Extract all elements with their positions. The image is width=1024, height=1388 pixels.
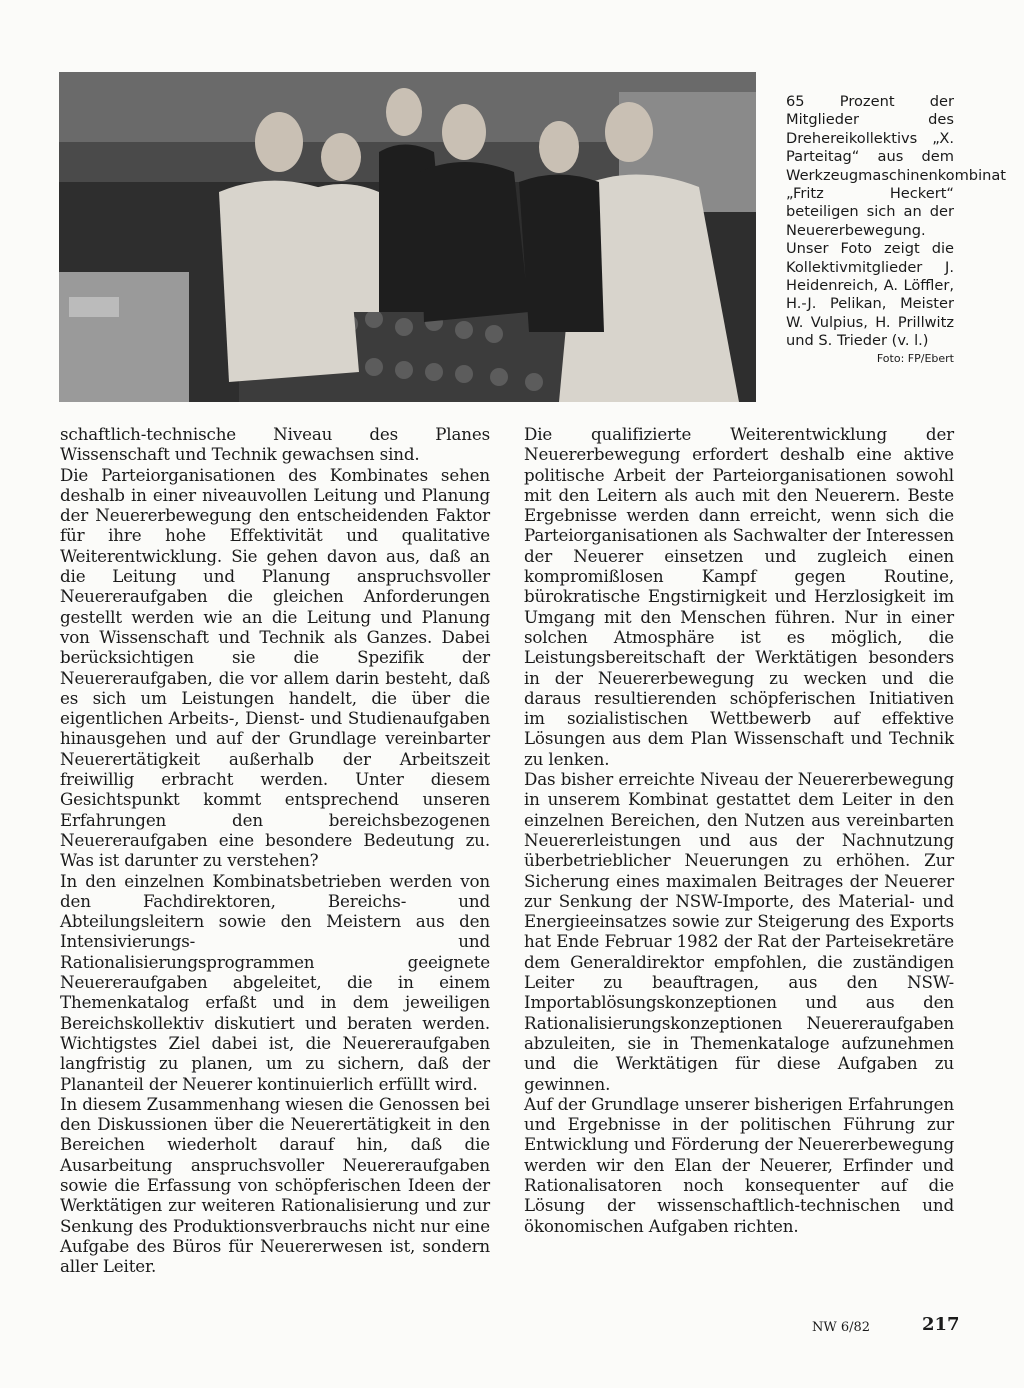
paragraph: In diesem Zusammenhang wiesen die Genossen bei den Diskussionen über die Neuerertätigkeit in den Bereichen wiederholt darauf hin, daß die Ausarbeitung anspruchsvoller Neuereraufgaben sowie die Erfassung von schöpferischen Ideen der Werktätigen zur weiteren Rationalisierung und zur Senkung des Produktionsverbrauchs nicht nur eine Aufgabe des Büros für Neuererwesen ist, sondern aller Leiter. xyxy=(60,1093,490,1277)
paragraph: Die qualifizierte Weiterentwicklung der Neuererbewegung erfordert deshalb eine aktive politische Arbeit der Parteiorganisationen sowohl mit den Leitern als auch mit den Neuerern. Beste Ergebnisse werden dann erreicht, wenn sich die Parteiorganisationen als Sachwalter der Interessen der Neuerer einsetzen und zugleich einen kompromißlosen Kampf gegen Routine, bürokratische Engstirnigkeit und Herzlosigkeit im Umgang mit den Menschen führen. Nur in einer solchen Atmosphäre ist es möglich, die Leistungsbereitschaft der Werktätigen besonders in der Neuererbewegung zu wecken und die daraus resultierenden schöpferischen Initiativen im sozialistischen Wettbewerb auf effektive Lösungen aus dem Plan Wissenschaft und Technik zu lenken. xyxy=(524,424,954,769)
photo-caption xyxy=(786,93,1007,366)
right-column xyxy=(524,424,954,1236)
journal-issue: NW 6/82 xyxy=(812,1320,871,1335)
paragraph: Auf der Grundlage unserer bisherigen Erfahrungen und Ergebnisse in der politischen Führung zur Entwicklung und Förderung der Neuererbewegung werden wir den Elan der Neuerer, Erfinder und Rationalisatoren noch konsequenter auf die Lösung der wissenschaftlich-technischen und ökonomischen Aufgaben richten. xyxy=(524,1093,954,1236)
paragraph: In den einzelnen Kombinatsbetrieben werden von den Fachdirektoren, Bereichs- und Abteilungsleitern sowie den Meistern aus den Intensivierungs- und Rationalisierungsprogrammen geeignete Neuereraufgaben abgeleitet, die in einem Themenkatalog erfaßt und in dem jeweiligen Bereichskollektiv diskutiert und beraten werden. Wichtigstes Ziel dabei ist, die Neuereraufgaben langfristig zu planen, um zu sichern, daß der Plananteil der Neuerer kontinuierlich erfüllt wird. xyxy=(60,870,490,1094)
article-photo xyxy=(59,72,756,402)
photo-credit: Foto: FP/Ebert xyxy=(876,351,954,365)
paragraph: Die Parteiorganisationen des Kombinates sehen deshalb in einer niveauvollen Leitung und Planung der Neuererbewegung den entscheidenden Faktor für ihre hohe Effektivität und qualitative Weiterentwicklung. Sie gehen davon aus, daß an die Leitung und Planung anspruchsvoller Neuereraufgaben die gleichen Anforderungen gestellt werden wie an die Leitung und Planung von Wissenschaft und Technik als Ganzes. Dabei berücksichtigen sie die Spezifik der Neuereraufgaben, die vor allem darin besteht, daß es sich um Leistungen handelt, die über die eigentlichen Arbeits-, Dienst- und Studienaufgaben hinausgehen und auf der Grundlage vereinbarter Neuerertätigkeit außerhalb der Arbeitszeit freiwillig erbracht werden. Unter diesem Gesichtspunkt kommt entsprechend unseren Erfahrungen den bereichsbezogenen Neuereraufgaben eine besondere Bedeutung zu. Was ist darunter zu verstehen? xyxy=(60,464,490,871)
paragraph: Das bisher erreichte Niveau der Neuererbewegung in unserem Kombinat gestattet dem Leiter in den einzelnen Bereichen, den Nutzen aus vereinbarten Neuererleistungen und aus der Nachnutzung überbetrieblicher Neuerungen zu erhöhen. Zur Sicherung eines maximalen Beitrages der Neuerer zur Senkung der NSW-Importe, des Material- und Energieeinsatzes sowie zur Steigerung des Exports hat Ende Februar 1982 der Rat der Parteisekretäre dem Generaldirektor empfohlen, die zuständigen Leiter zu beauftragen, aus den NSW-Importablösungskonzeptionen und aus den Rationalisierungskonzeptionen Neuereraufgaben abzuleiten, sie in Themenkataloge aufzunehmen und die Werktätigen für diese Aufgaben zu gewinnen. xyxy=(524,769,954,1094)
caption-text: 65 Prozent der Mitglieder des Drehereikollektivs „X. Parteitag“ aus dem Werkzeugmaschinenkombinat „Fritz Heckert“ beteiligen sich an der Neuererbewegung. Unser Foto zeigt die Kollektivmitglieder J. Heidenreich, A. Löffler, H.-J. Pelikan, Meister W. Vulpius, H. Prillwitz und S. Trieder (v. l.) xyxy=(786,93,1007,350)
left-column xyxy=(60,424,490,1276)
page-number: 217 xyxy=(922,1314,960,1335)
paragraph: schaftlich-technische Niveau des Planes Wissenschaft und Technik gewachsen sind. xyxy=(60,424,490,465)
photo-illustration xyxy=(59,72,756,402)
